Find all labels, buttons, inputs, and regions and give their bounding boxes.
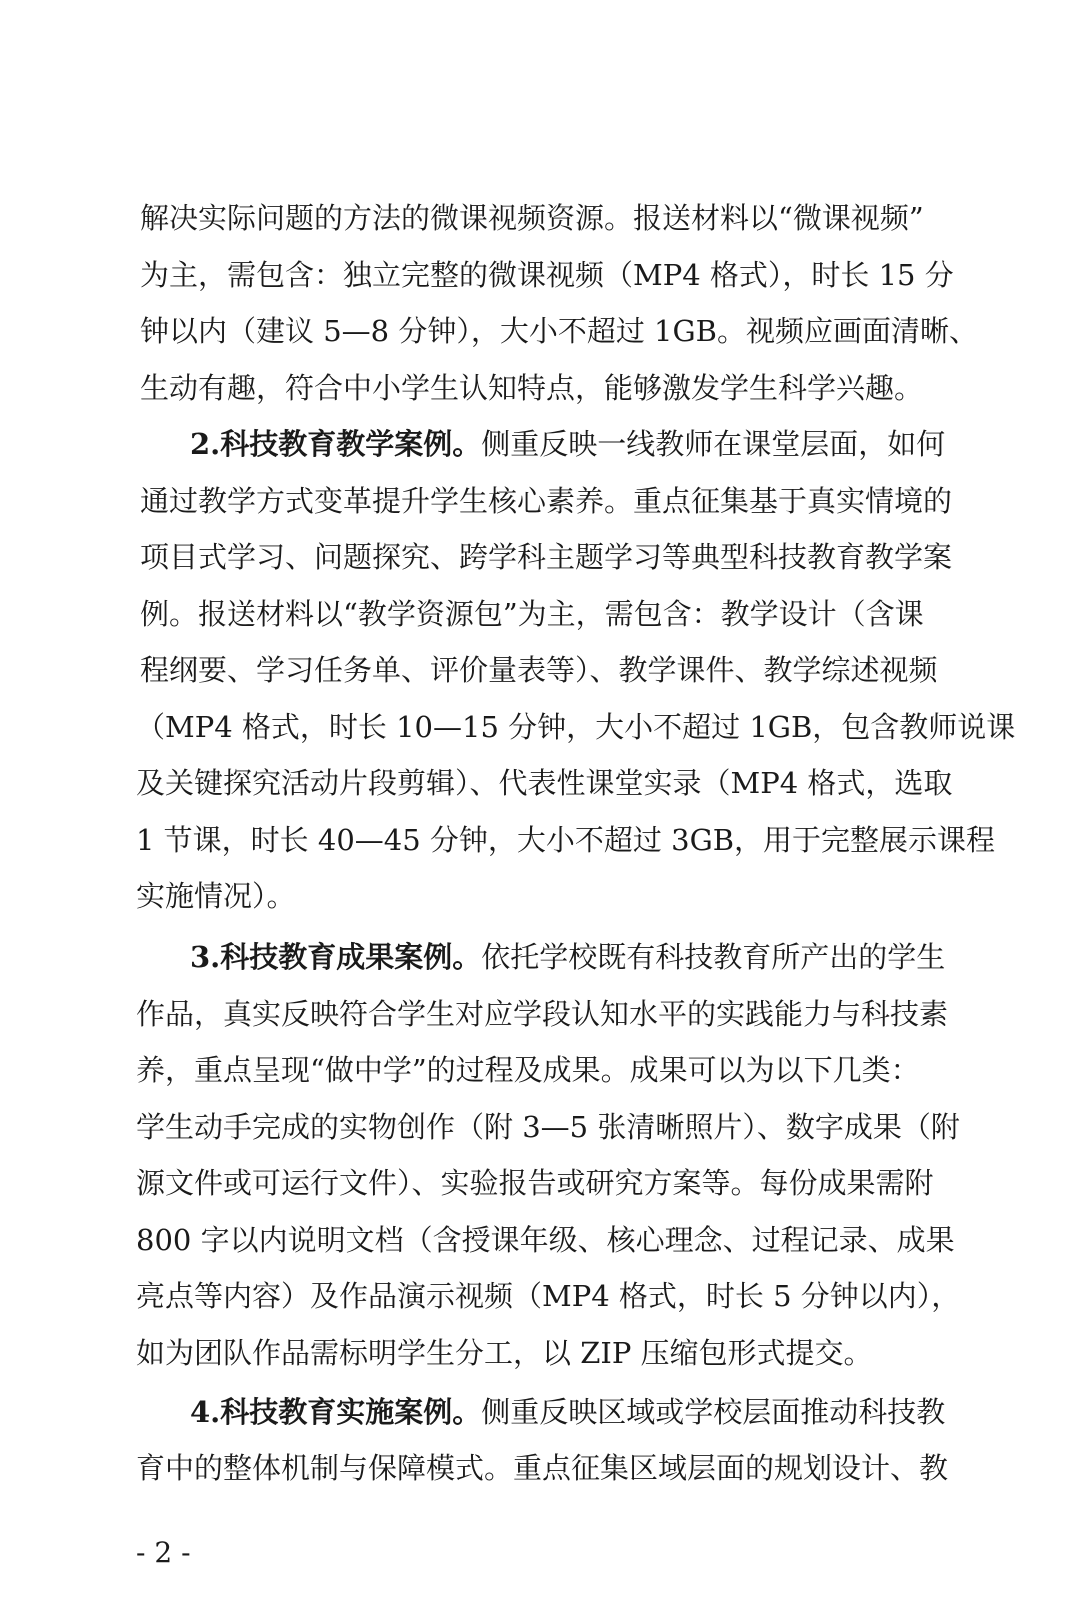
body-line-17: 学生动手完成的实物创作（附 3—5 张清晰照片）、数字成果（附 xyxy=(136,1110,960,1144)
section-4-heading-line: 4.科技教育实施案例。侧重反映区域或学校层面推动科技教 xyxy=(190,1395,946,1429)
section-3-title: 3.科技教育成果案例。 xyxy=(190,940,482,974)
body-line-16: 养，重点呈现“做中学”的过程及成果。成果可以为以下几类： xyxy=(136,1053,920,1087)
body-line-13: 实施情况）。 xyxy=(136,879,296,913)
section-3-heading-line: 3.科技教育成果案例。依托学校既有科技教育所产出的学生 xyxy=(190,940,946,974)
body-line-21: 如为团队作品需标明学生分工，以 ZIP 压缩包形式提交。 xyxy=(136,1336,873,1370)
body-line-3: 钟以内（建议 5—8 分钟），大小不超过 1GB。视频应画面清晰、 xyxy=(140,314,978,348)
body-line-7: 项目式学习、问题探究、跨学科主题学习等典型科技教育教学案 xyxy=(140,540,953,574)
section-2-heading-line: 2.科技教育教学案例。侧重反映一线教师在课堂层面，如何 xyxy=(190,427,946,461)
body-line-20: 亮点等内容）及作品演示视频（MP4 格式，时长 5 分钟以内）， xyxy=(136,1279,961,1313)
body-line-10: （MP4 格式，时长 10—15 分钟，大小不超过 1GB，包含教师说课 xyxy=(136,710,1016,744)
body-line-19: 800 字以内说明文档（含授课年级、核心理念、过程记录、成果 xyxy=(136,1223,955,1257)
body-line-12: 1 节课，时长 40—45 分钟，大小不超过 3GB，用于完整展示课程 xyxy=(136,823,996,857)
body-line-8: 例。报送材料以“教学资源包”为主，需包含：教学设计（含课 xyxy=(140,597,924,631)
body-line-15: 作品，真实反映符合学生对应学段认知水平的实践能力与科技素 xyxy=(136,997,949,1031)
page-number: - 2 - xyxy=(136,1536,191,1569)
body-line-1: 解决实际问题的方法的微课视频资源。报送材料以“微课视频” xyxy=(140,201,924,235)
body-line-18: 源文件或可运行文件）、实验报告或研究方案等。每份成果需附 xyxy=(136,1166,934,1200)
body-line-4: 生动有趣，符合中小学生认知特点，能够激发学生科学兴趣。 xyxy=(140,371,924,405)
body-line-6: 通过教学方式变革提升学生核心素养。重点征集基于真实情境的 xyxy=(140,484,953,518)
body-line-9: 程纲要、学习任务单、评价量表等）、教学课件、教学综述视频 xyxy=(140,653,938,687)
section-2-title: 2.科技教育教学案例。 xyxy=(190,427,482,461)
body-line-23: 育中的整体机制与保障模式。重点征集区域层面的规划设计、教 xyxy=(136,1451,949,1485)
body-line-2: 为主，需包含：独立完整的微课视频（MP4 格式），时长 15 分 xyxy=(140,258,954,292)
section-4-title: 4.科技教育实施案例。 xyxy=(190,1395,482,1429)
body-line-11: 及关键探究活动片段剪辑）、代表性课堂实录（MP4 格式，选取 xyxy=(136,766,953,800)
